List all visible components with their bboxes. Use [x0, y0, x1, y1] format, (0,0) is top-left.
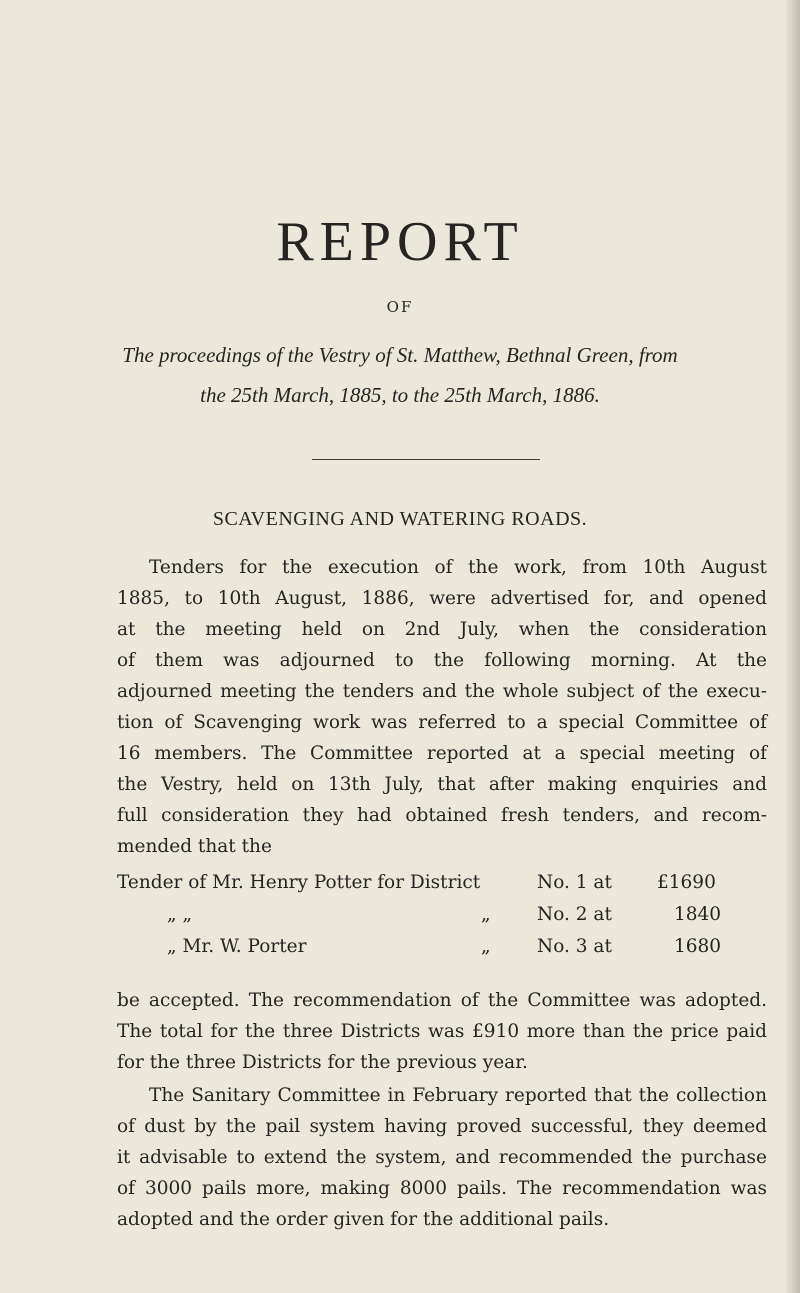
tender-amount: 1680 — [674, 936, 722, 957]
tender-ditto: „ — [481, 936, 491, 957]
report-subtitle-line-1: The proceedings of the Vestry of St. Matthew, Bethnal Green, from — [122, 343, 678, 367]
text-line: full consideration they had obtained fresh tenders, and recom- — [117, 805, 767, 826]
paragraph-pails — [117, 1080, 767, 1235]
text-line: The total for the three Districts was £910 more than the price paid — [117, 1021, 767, 1042]
tender-name: „ Mr. W. Porter — [167, 936, 307, 957]
tender-district: No. 3 at — [537, 936, 612, 957]
text-line: at the meeting held on 2nd July, when the consideration — [117, 619, 767, 640]
tender-name: „ „ — [167, 904, 193, 925]
text-line: The Sanitary Committee in February reported that the collection — [149, 1085, 767, 1106]
section-heading: SCAVENGING AND WATERING ROADS. — [212, 508, 588, 530]
text-line: of them was adjourned to the following morning. At the — [117, 650, 767, 671]
report-subtitle-line-2: the 25th March, 1885, to the 25th March, 1886. — [200, 383, 600, 407]
text-line: it advisable to extend the system, and recommended the purchase — [117, 1147, 767, 1168]
tenders-list — [117, 872, 767, 968]
text-line: Tenders for the execution of the work, from 10th August — [149, 557, 767, 578]
tender-row — [117, 904, 767, 936]
text-line: tion of Scavenging work was referred to a special Committee of — [117, 712, 767, 733]
paragraph-adoption — [117, 985, 767, 1078]
text-line: mended that the — [117, 836, 272, 857]
text-line: 1885, to 10th August, 1886, were advertised for, and opened — [117, 588, 767, 609]
report-of: OF — [386, 298, 414, 316]
tender-row — [117, 872, 767, 904]
report-title: REPORT — [276, 211, 524, 273]
tender-amount: 1840 — [674, 904, 722, 925]
tender-name: Tender of Mr. Henry Potter for District — [117, 872, 481, 893]
tender-district: No. 2 at — [537, 904, 612, 925]
text-line: be accepted. The recommendation of the Committee was adopted. — [117, 990, 767, 1011]
text-line: of 3000 pails more, making 8000 pails. The recommendation was — [117, 1178, 767, 1199]
tender-amount: £1690 — [657, 872, 716, 893]
tender-ditto: „ — [481, 904, 491, 925]
text-line: adjourned meeting the tenders and the whole subject of the execu- — [117, 681, 767, 702]
text-line: of dust by the pail system having proved successful, they deemed — [117, 1116, 767, 1137]
page-edge — [786, 0, 800, 1293]
text-line: the Vestry, held on 13th July, that after making enquiries and — [117, 774, 767, 795]
tender-district: No. 1 at — [537, 872, 612, 893]
paragraph-tenders — [117, 552, 767, 862]
tender-row — [117, 936, 767, 968]
text-line: 16 members. The Committee reported at a special meeting of — [117, 743, 767, 764]
text-line: for the three Districts for the previous year. — [117, 1052, 528, 1073]
divider-rule — [312, 459, 540, 460]
text-line: adopted and the order given for the additional pails. — [117, 1209, 610, 1230]
